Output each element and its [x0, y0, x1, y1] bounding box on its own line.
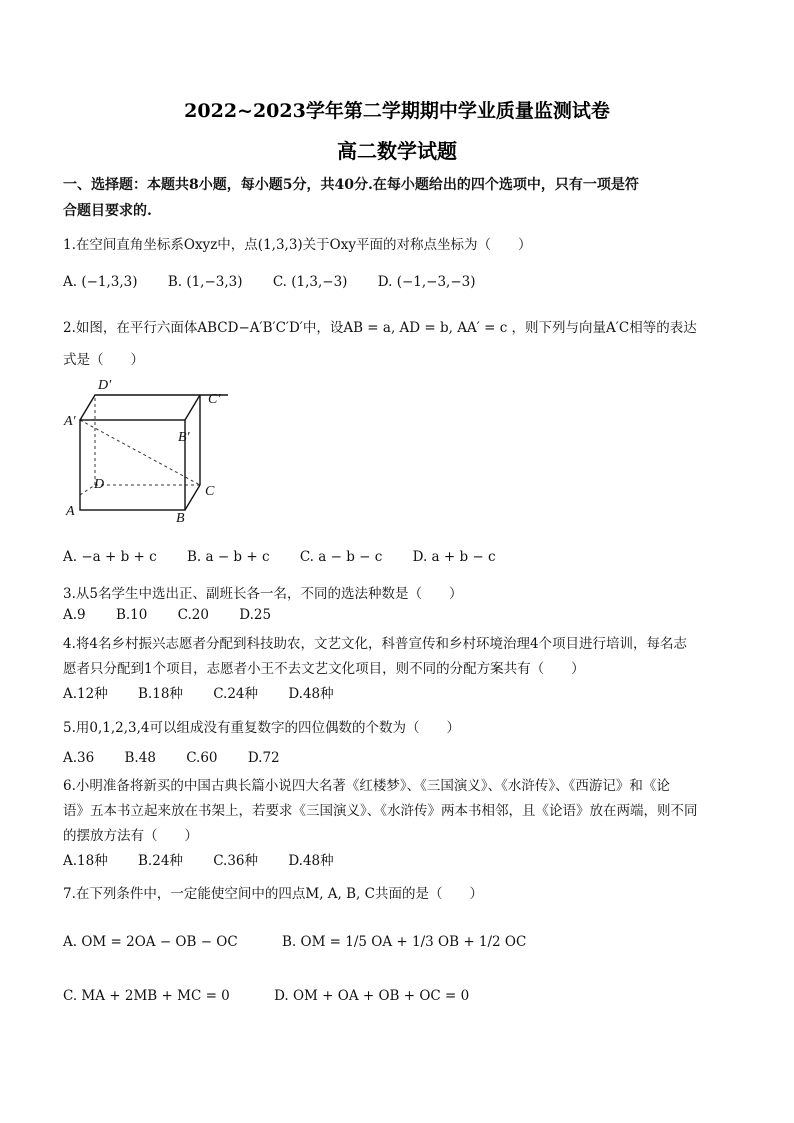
exam-title: 2022~2023学年第二学期期中学业质量监测试卷 — [184, 100, 610, 122]
q2-option-b: B. a − b + c — [186, 549, 270, 565]
label-b: B — [176, 511, 185, 525]
q6-option-b: B.24种 — [138, 853, 183, 869]
q4-option-b: B.18种 — [138, 686, 183, 702]
q4-stem-line1: 4.将4名乡村振兴志愿者分配到科技助农，文艺文化，科普宣传和乡村环境治理4个项目进行培训，每名志 — [63, 636, 688, 652]
q3-option-d: D.25 — [239, 607, 272, 623]
q5-options — [63, 750, 306, 766]
q1-options — [63, 274, 502, 290]
q2-stem-line2: 式是（ ） — [63, 352, 144, 368]
q4-stem-line2: 愿者只分配到1个项目，志愿者小王不去文艺文化项目，则不同的分配方案共有（ ） — [63, 661, 585, 677]
parallelepiped-figure — [58, 375, 228, 525]
q1-option-c: C. (1,3,−3) — [272, 274, 348, 290]
label-a: A — [66, 504, 75, 519]
q6-option-a: A.18种 — [63, 853, 108, 869]
q3-option-a: A.9 — [63, 607, 86, 623]
label-b-prime: B′ — [178, 430, 190, 445]
q2-options — [63, 549, 522, 565]
q7-option-c: C. MA + 2MB + MC = 0 — [63, 988, 230, 1004]
q2-stem-line1: 2.如图，在平行六面体ABCD−A′B′C′D′中，设AB = a, AD = b, AA′ = c ，则下列与向量A′C相等的表达 — [63, 320, 697, 336]
section-heading-line1: 一、选择题：本题共8小题，每小题5分，共40分.在每小题给出的四个选项中，只有一项是符 — [63, 177, 639, 193]
section-heading-line2: 合题目要求的. — [63, 203, 152, 219]
q1-option-a: A. (−1,3,3) — [63, 274, 138, 290]
q7-stem: 7.在下列条件中，一定能使空间中的四点M, A, B, C共面的是（ ） — [63, 886, 483, 902]
q6-stem-line3: 的摆放方法有（ ） — [63, 828, 198, 844]
label-a-prime: A′ — [64, 414, 76, 429]
q6-options — [63, 849, 360, 869]
q5-option-d: D.72 — [247, 750, 280, 766]
q3-option-c: C.20 — [177, 607, 209, 623]
label-c-prime: C′ — [208, 392, 221, 407]
exam-subtitle: 高二数学试题 — [337, 139, 457, 163]
q1-option-b: B. (1,−3,3) — [167, 274, 243, 290]
q3-options — [63, 607, 297, 623]
q6-option-d: D.48种 — [288, 853, 334, 869]
q7-option-a: A. OM = 2OA − OB − OC — [63, 934, 238, 950]
q1-option-d: D. (−1,−3,−3) — [377, 274, 476, 290]
q7-options-row1 — [63, 934, 552, 950]
q3-option-b: B.10 — [115, 607, 148, 623]
q5-option-a: A.36 — [63, 750, 95, 766]
q4-option-d: D.48种 — [288, 686, 334, 702]
q1-stem: 1.在空间直角坐标系Oxyz中，点(1,3,3)关于Oxy平面的对称点坐标为（ ） — [63, 237, 532, 253]
q7-options-row2 — [63, 988, 495, 1004]
q4-option-c: C.24种 — [213, 686, 259, 702]
q4-options — [63, 682, 360, 702]
q5-option-c: C.60 — [186, 750, 218, 766]
q6-stem-line1: 6.小明准备将新买的中国古典长篇小说四大名著《红楼梦》、《三国演义》、《水浒传》、《西游记》和《论 — [63, 778, 670, 794]
q7-option-b: B. OM = 1/5 OA + 1/3 OB + 1/2 OC — [282, 934, 527, 950]
label-d-prime: D′ — [98, 378, 112, 393]
q2-option-c: C. a − b − c — [299, 549, 383, 565]
label-d: D — [94, 477, 105, 492]
q5-stem: 5.用0,1,2,3,4可以组成没有重复数字的四位偶数的个数为（ ） — [63, 720, 460, 736]
q2-option-d: D. a + b − c — [412, 549, 496, 565]
q6-stem-line2: 语》五本书立起来放在书架上，若要求《三国演义》、《水浒传》两本书相邻，且《论语》放在两端，则不同 — [63, 803, 698, 819]
q2-option-a: A. −a + b + c — [63, 549, 157, 565]
label-c: C — [205, 484, 215, 499]
q6-option-c: C.36种 — [213, 853, 259, 869]
q4-option-a: A.12种 — [63, 686, 108, 702]
q5-option-b: B.48 — [124, 750, 156, 766]
q3-stem: 3.从5名学生中选出正、副班长各一名，不同的选法种数是（ ） — [63, 586, 463, 602]
q7-option-d: D. OM + OA + OB + OC = 0 — [274, 988, 470, 1004]
